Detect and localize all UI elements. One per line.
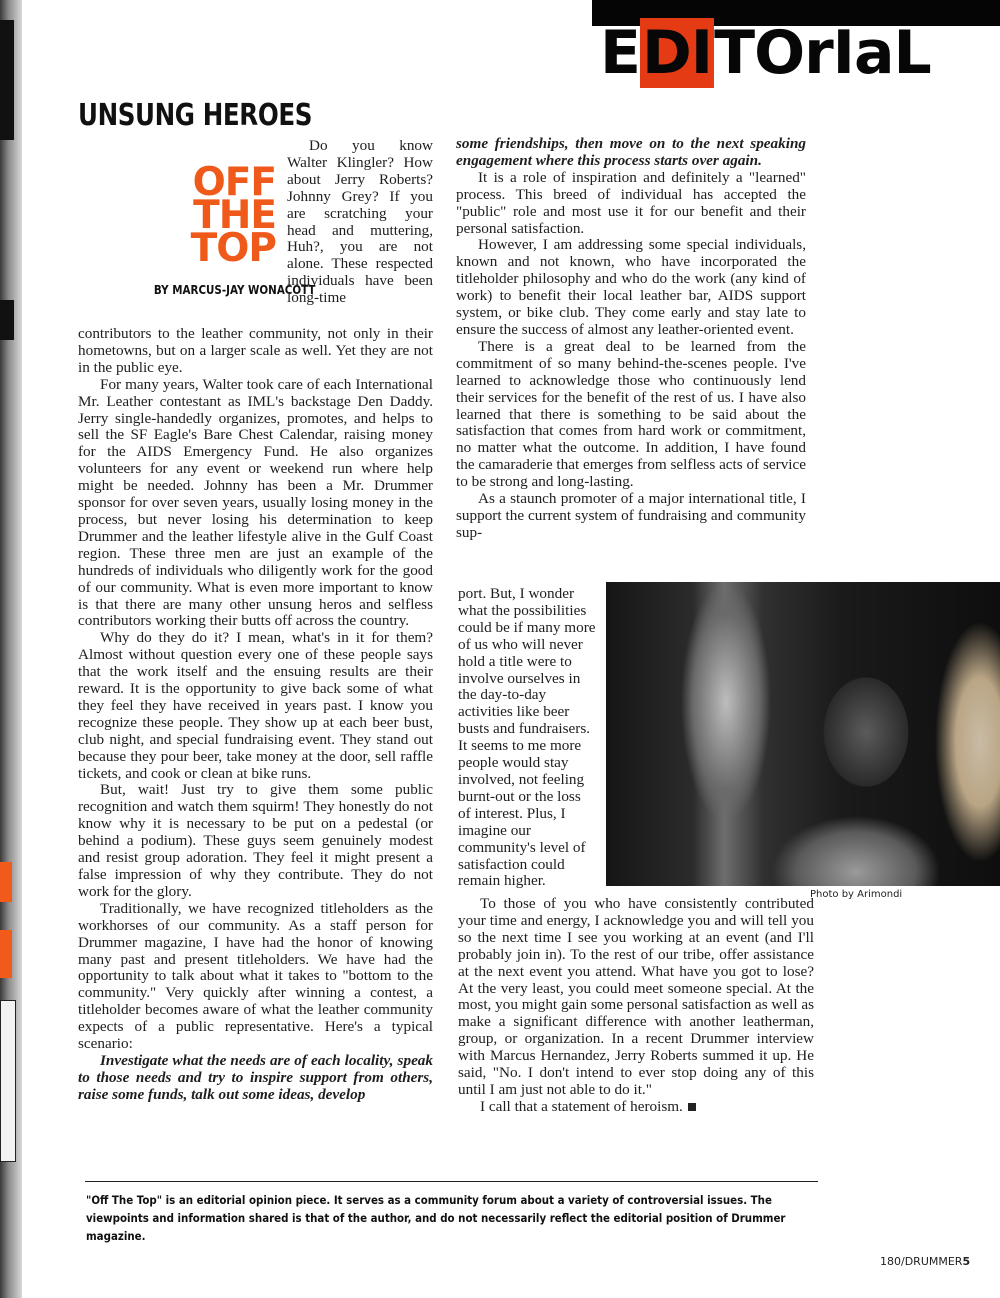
column1-paragraph: Why do they do it? I mean, what's in it for them? Almost without question every one of these people says that the work itself and the ensuing results are their reward. It is the opportunity to give back some of what they feel they have received in years past. I know you recognize these people. They show up at each beer bust, club night, and special fundraising event. They stand out because they pour beer, take money at the door, sell raffle tickets, and cook or clean at bike runs. <box>78 629 433 782</box>
byline: BY MARCUS-JAY WONACOTT <box>153 283 316 297</box>
column1-top <box>287 138 433 307</box>
column1-intro: Do you know Walter Klingler? How about Jerry Roberts? Johnny Grey? If you are scratching your head and muttering, Huh?, you are not alone. These respected individuals have been long-time <box>287 137 433 307</box>
closing-line-text: I call that a statement of heroism. <box>480 1097 683 1115</box>
column1-paragraph: contributors to the leather community, not only in their hometowns, but on a larger scale as well. Yet they are not in the public eye. <box>78 325 433 376</box>
adjacent-page-edge <box>0 0 22 1298</box>
folio-issue: 180/DRUMMER <box>880 1255 963 1268</box>
column2-narrow <box>458 586 596 890</box>
column1-body <box>78 326 433 1104</box>
page-folio <box>880 1255 970 1268</box>
page-stain <box>870 582 1000 886</box>
column2-paragraph: There is a great deal to be learned from the commitment of so many behind-the-scenes people. I've learned to acknowledge those who continuously lend their services for the benefit of the rest of us. I have also learned that there is something to be said about the satisfaction that comes from hard work or commitment, no matter what the outcome. In addition, I have found the camaraderie that emerges from selfless acts of service to be strong and long-lasting. <box>456 337 806 491</box>
folio-page-number: 5 <box>962 1255 971 1268</box>
end-mark-icon <box>688 1103 696 1111</box>
column2-narrow-paragraph: port. But, I wonder what the possibilities could be if many more of us who will never hold a title were to involve ourselves in the day-to-day activities like beer busts and fundraisers. It seems to me more people would stay involved, not feeling burnt-out or the loss of interest. Plus, I imagine our community's level of satisfaction could remain higher. <box>458 585 596 890</box>
column1-paragraph: For many years, Walter took care of each International Mr. Leather contestant as IML's backstage Den Daddy. Jerry single-handedly organizes, promotes, and helps to sell the SF Eagle's Bare Chest Calendar, raising money for the AIDS Emergency Fund. He also organizes volunteers for any event or weekend run where help might be needed. Johnny has been a Mr. Drummer sponsor for over seven years, usually losing money in the process, but never losing his determination to keep Drummer and the leather lifestyle alive in the Gulf Coast region. These three men are just an example of the hundreds of individuals who diligently work for the good of our community. What is even more important to know is that there are many other unsung heros and selfless contributors working their butts off across the country. <box>78 375 433 630</box>
column2-body <box>456 136 806 542</box>
kicker-line-2: THE <box>193 193 276 238</box>
column2-paragraph: However, I am addressing some special individuals, known and not known, who have incorporated the titleholder philosophy and who do the work (any kind of work) to benefit their local leather bar, AIDS support system, or bike club. They come early and stay late to ensure the success of almost any leather-oriented event. <box>456 236 806 338</box>
column-kicker <box>166 160 276 271</box>
section-banner <box>600 18 1000 88</box>
disclaimer: "Off The Top" is an editorial opinion piece. It serves as a community forum about a variety of controversial issues. The viewpoints and information shared is that of the author, and do not necessarily reflect the editorial position of Drummer magazine. <box>86 1193 786 1243</box>
scenario-quote: Investigate what the needs are of each locality, speak to those needs and try to inspire support from others, raise some funds, talk out some ideas, develop <box>78 1051 433 1103</box>
photo-credit: Photo by Arimondi <box>810 889 903 900</box>
column2-paragraph: As a staunch promoter of a major international title, I support the current system of fundraising and community sup- <box>456 490 806 541</box>
banner-rest: TOrIaL <box>714 18 931 88</box>
disclaimer-rule <box>85 1181 818 1182</box>
scenario-quote-continued: some friendships, then move on to the next speaking engagement where this process starts over again. <box>456 135 806 169</box>
column2-paragraph: It is a role of inspiration and definitely a "learned" process. This breed of individual has accepted the "public" role and most use it for our benefit and their personal satisfaction. <box>456 168 806 237</box>
kicker-line-3: TOP <box>190 226 276 271</box>
banner-first-letter: E <box>600 18 640 88</box>
portrait-photo <box>606 582 1000 886</box>
column2-closing <box>458 896 814 1116</box>
closing-line <box>458 1099 814 1116</box>
kicker-line-1: OFF <box>192 160 276 205</box>
column1-paragraph: But, wait! Just try to give them some public recognition and watch them squirm! They honestly do not know why it is necessary to be put on a pedestal (or behind a podium). These guys seem genuinely modest and resist group adoration. They feel it might present a false impression of why they contribute. They do not work for the glory. <box>78 781 433 900</box>
banner-highlight: DI <box>642 18 713 88</box>
article-headline: UNSUNG HEROES <box>78 98 313 133</box>
column1-paragraph: Traditionally, we have recognized titleholders as the workhorses of our community. As a staff person for Drummer magazine, I have had the honor of knowing many past and present titleholders. We have had the opportunity to talk about what it takes to "bottom to the community." Very quickly after winning a contest, a titleholder becomes aware of what the leather community expects of a public representative. Here's a typical scenario: <box>78 899 433 1053</box>
closing-paragraph: To those of you who have consistently contributed your time and energy, I acknowledge you and will tell you so the next time I see you working at an event (and I'll probably join in). To the rest of our tribe, offer assistance at the next event you attend. What have you got to lose? At the very least, you could meet someone special. At the most, you might gain some personal satisfaction as well as make a significant difference with another leatherman, group, or organization. In a recent Drummer interview with Marcus Hernandez, Jerry Roberts summed it up. He said, "No. I don't intend to ever stop doing any of this until I am just not able to do it." <box>458 895 815 1098</box>
